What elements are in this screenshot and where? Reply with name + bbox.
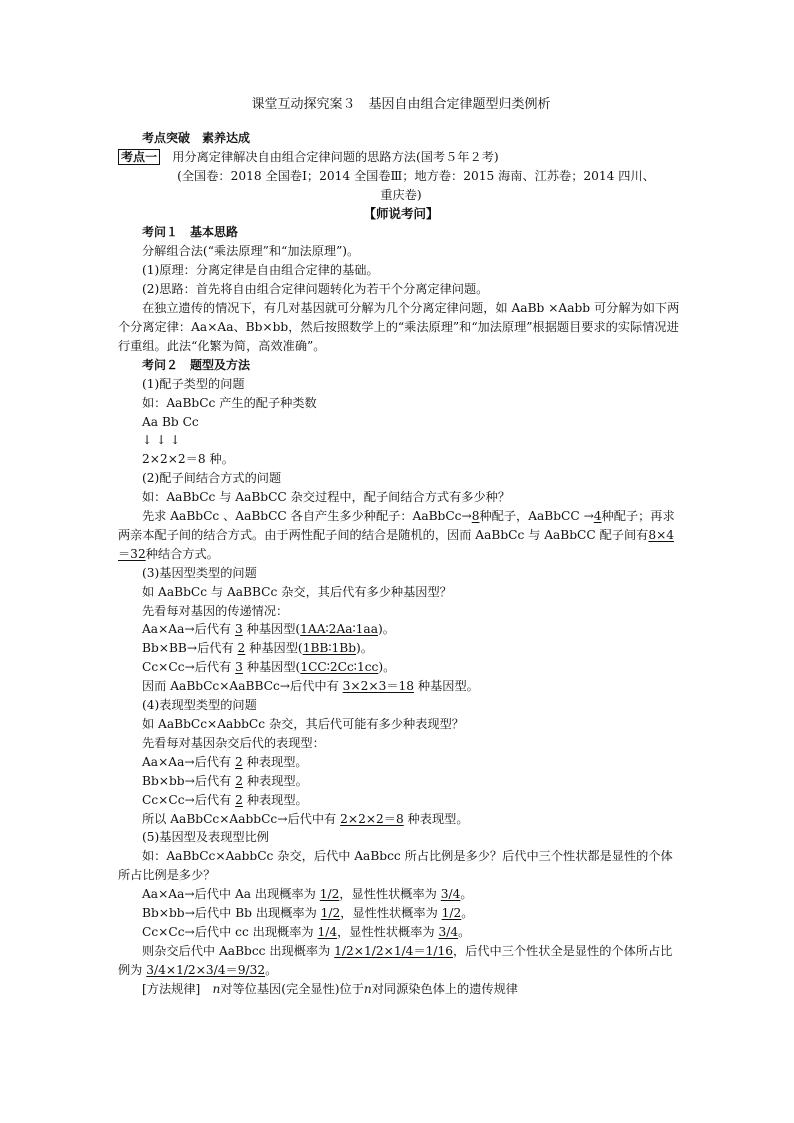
text-span: ，显性性状概率为 [337,924,435,939]
blank-answer: 3/4×1/2×3/4＝9/32 [146,962,266,977]
text-span: ，显性性状概率为 [339,887,437,902]
text-span: 种基因型( [249,641,303,656]
text-span: Bb×bb→后代有 [142,773,232,788]
text-span: 种表现型。 [246,754,308,769]
q1-line-3: (2)思路：首先将自由组合定律问题转化为若干个分离定律问题。 [142,282,489,297]
type2-title: (2)配子间结合方式的问题 [142,471,282,486]
text-span: Aa×Aa→后代中 Aa 出现概率为 [142,887,316,902]
text-span: 种配子；再求两亲本配子间的结合方式。由于两性配子间的结合是随机的，因而 AaBbCc 与 AaBbCC 配子间有 [118,509,675,542]
text-span: Bb×BB→后代有 [142,641,234,656]
text-span: 所以 AaBbCc×AabbCc→后代中有 [142,811,337,826]
exam-range-line-1: (全国卷：2018 全国卷Ⅰ；2014 全国卷Ⅲ；地方卷：2015 海南、江苏卷；2014 四川、 [177,168,655,183]
type3-line-3 [118,658,684,677]
text-span: Cc×Cc→后代中 cc 出现概率为 [142,924,314,939]
type3-example: 如 AaBbCc 与 AaBBCc 杂交，其后代有多少种基因型？ [142,584,452,599]
text-span: Bb×bb→后代中 Bb 出现概率为 [142,906,317,921]
text-span: 。 [461,906,474,921]
exam-range-line-2: 重庆卷) [380,187,422,202]
method-label: [方法规律] [142,981,201,996]
type4-line-4 [118,810,684,829]
blank-answer: 1/2 [319,887,340,902]
document-page [118,96,684,999]
type5-line-4 [118,942,684,980]
blank-answer: 1BB∶1Bb [302,641,357,656]
blank-answer: 1AA∶2Aa∶1aa [300,622,378,637]
var-n: n [212,981,221,996]
type1-arrows: ↓ ↓ ↓ [142,433,181,448]
type3-line-4 [118,677,684,696]
blank-answer: 2 [235,792,243,807]
text-span: 种基因型( [246,622,301,637]
blank-answer: 1/2×1/2×1/4＝1/16 [334,943,453,958]
text-span: 则杂交后代中 AaBbcc 出现概率为 [142,943,331,958]
blank-answer: 8 [471,509,480,524]
type5-title: (5)基因型及表现型比例 [142,830,269,845]
page-title: 课堂互动探究案３ 基因自由组合定律题型归类例析 [251,97,551,112]
q1-line-1: 分解组合法(“乘法原理”和“加法原理”)。 [142,244,360,259]
blank-answer: 3 [235,660,243,675]
teacher-bracket: 【师说考问】 [363,205,439,221]
kaodian-label: 考点一 [118,149,160,165]
text-span: ，后代中三个性状全是显性的个体所占比例为 [118,943,673,977]
text-span: 种基因型。 [417,679,479,694]
blank-answer: 2 [235,773,243,788]
blank-answer: 4 [593,509,602,524]
text-span: 种结合方式。 [145,546,219,561]
type3-title: (3)基因型类型的问题 [142,565,257,580]
type4-title: (4)表现型类型的问题 [142,698,257,713]
text-span: Cc×Cc→后代有 [142,792,232,807]
type3-line-1 [118,620,684,639]
q1-line-2: (1)原理：分离定律是自由组合定律的基础。 [142,263,379,278]
type1-genes: Aa Bb Cc [142,414,199,429]
text-span: 因而 AaBbCc×AaBBCc→后代中有 [142,679,339,694]
type5-example: 如：AaBbCc×AabbCc 杂交，后代中 AaBbcc 所占比例是多少？后代中三个性状都是显性的个体所占比例是多少？ [118,849,673,883]
text-span: Aa×Aa→后代有 [142,622,232,637]
q2-title: 考问２ 题型及方法 [142,357,251,372]
type4-line-2 [118,772,684,791]
type4-line-3 [118,791,684,810]
text-span: 。 [460,887,473,902]
blank-answer: 3/4 [438,924,459,939]
blank-answer: 1CC∶2Cc∶1cc [300,660,379,675]
blank-answer: 2 [237,641,246,656]
type1-title: (1)配子类型的问题 [142,376,245,391]
type1-result: 2×2×2＝8 种。 [142,452,234,467]
type2-answer [118,507,684,564]
type2-example: 如：AaBbCc 与 AaBbCC 杂交过程中，配子间结合方式有多少种？ [142,490,511,505]
text-span: 。 [265,962,278,977]
section-heading: 考点突破 素养达成 [142,130,251,145]
text-span: 先求 AaBbCc 、AaBbCC 各自产生多少种配子：AaBbCc→ [142,509,472,524]
type4-example-2: 先看每对基因杂交后代的表现型： [142,735,325,750]
type5-line-2 [118,904,684,923]
blank-answer: 2×2×2＝8 [340,811,404,826]
text-span: 种配子，AaBbCC → [479,509,594,524]
blank-answer: 3×2×3＝18 [342,679,415,694]
text-span: 种表现型。 [246,792,308,807]
type5-line-1 [118,885,684,904]
text-span: 种基因型( [246,660,301,675]
method-rule [118,980,684,999]
blank-answer: 1/2 [320,906,341,921]
type3-example-2: 先看每对基因的传递情况： [142,603,289,618]
text-span: )。 [356,641,373,656]
blank-answer: 2 [235,754,243,769]
type1-example: 如：AaBbCc 产生的配子种类数 [142,395,317,410]
kaodian-title: 用分离定律解决自由组合定律问题的思路方法(国考５年２考) [172,149,499,164]
text-span: 种表现型。 [246,773,308,788]
type5-line-3 [118,923,684,942]
type4-line-1 [118,753,684,772]
blank-answer: 1/2 [441,906,462,921]
text-span: ，显性性状概率为 [340,906,438,921]
text-span: 对同源染色体上的遗传规律 [371,981,518,996]
text-span: )。 [378,660,396,675]
var-n: n [363,981,372,996]
text-span: )。 [377,622,395,637]
type4-example: 如 AaBbCc×AabbCc 杂交，其后代可能有多少种表现型？ [142,717,464,731]
blank-answer: 8×4＝32 [118,527,675,561]
type3-line-2 [118,639,684,658]
blank-answer: 1/4 [317,924,338,939]
blank-answer: 3 [235,622,243,637]
blank-answer: 3/4 [440,887,461,902]
text-span: 对等位基因(完全显性)位于 [220,981,364,996]
q1-line-4: 在独立遗传的情况下，有几对基因就可分解为几个分离定律问题，如 AaBb ×Aabb 可分解为如下两个分离定律：Aa×Aa、Bb×bb，然后按照数学上的“乘法原理”和“加法原理”根据题目要求的实际情况进行重组。此法“化繁为简，高效准确”。 [118,301,680,353]
text-span: Aa×Aa→后代有 [142,754,232,769]
text-span: 种表现型。 [407,811,469,826]
kaodian-line [118,148,684,167]
q1-title: 考问１ 基本思路 [142,225,239,240]
text-span: 。 [458,924,471,939]
text-span: Cc×Cc→后代有 [142,660,232,675]
